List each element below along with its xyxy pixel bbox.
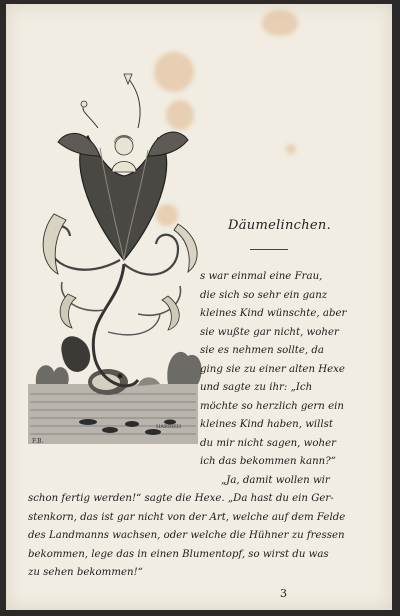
text-line: bekommen, lege das in einen Blumentopf, so wirst du was bbox=[28, 548, 329, 560]
text-line: kleines Kind wünschte, aber bbox=[200, 308, 347, 319]
text-line: die sich so sehr ein ganz bbox=[200, 289, 328, 301]
text-line: du mir nicht sagen, woher bbox=[200, 437, 336, 449]
text-line: schon fertig werden!“ sagte die Hexe. „Da hast du ein Ger- bbox=[28, 493, 334, 504]
text-line: stenkorn, das ist gar nicht von der Art, welche auf dem Felde bbox=[28, 511, 346, 523]
text-line: möchte so herzlich gern ein bbox=[200, 400, 344, 412]
text-line: sie es nehmen sollte, da bbox=[200, 345, 324, 356]
text-line: s war einmal eine Frau, bbox=[200, 271, 323, 282]
text-line: „Ja, damit wollen wir bbox=[221, 474, 330, 486]
text-line: kleines Kind haben, willst bbox=[200, 419, 334, 430]
foxing-stain bbox=[262, 10, 298, 36]
text-line: des Landmanns wachsen, oder welche die Hühner zu fressen bbox=[28, 530, 345, 541]
title-divider bbox=[250, 249, 288, 250]
text-line: und sagte zu ihr: „Ich bbox=[200, 382, 313, 393]
text-line: zu sehen bekommen!“ bbox=[28, 567, 143, 578]
chapter-title: Däumelinchen. bbox=[228, 218, 332, 233]
book-page bbox=[6, 4, 392, 610]
page-number: 3 bbox=[280, 586, 287, 600]
text-line: ging sie zu einer alten Hexe bbox=[200, 363, 345, 375]
engraver-mark: HARSIEH bbox=[156, 424, 182, 430]
text-line: sie wußte gar nicht, woher bbox=[200, 326, 339, 338]
text-line: ich das bekommen kann?“ bbox=[200, 456, 336, 467]
foxing-stain bbox=[286, 144, 296, 154]
artist-mark: F.B. bbox=[32, 438, 44, 445]
flower-girl-engraving-icon bbox=[28, 64, 218, 454]
